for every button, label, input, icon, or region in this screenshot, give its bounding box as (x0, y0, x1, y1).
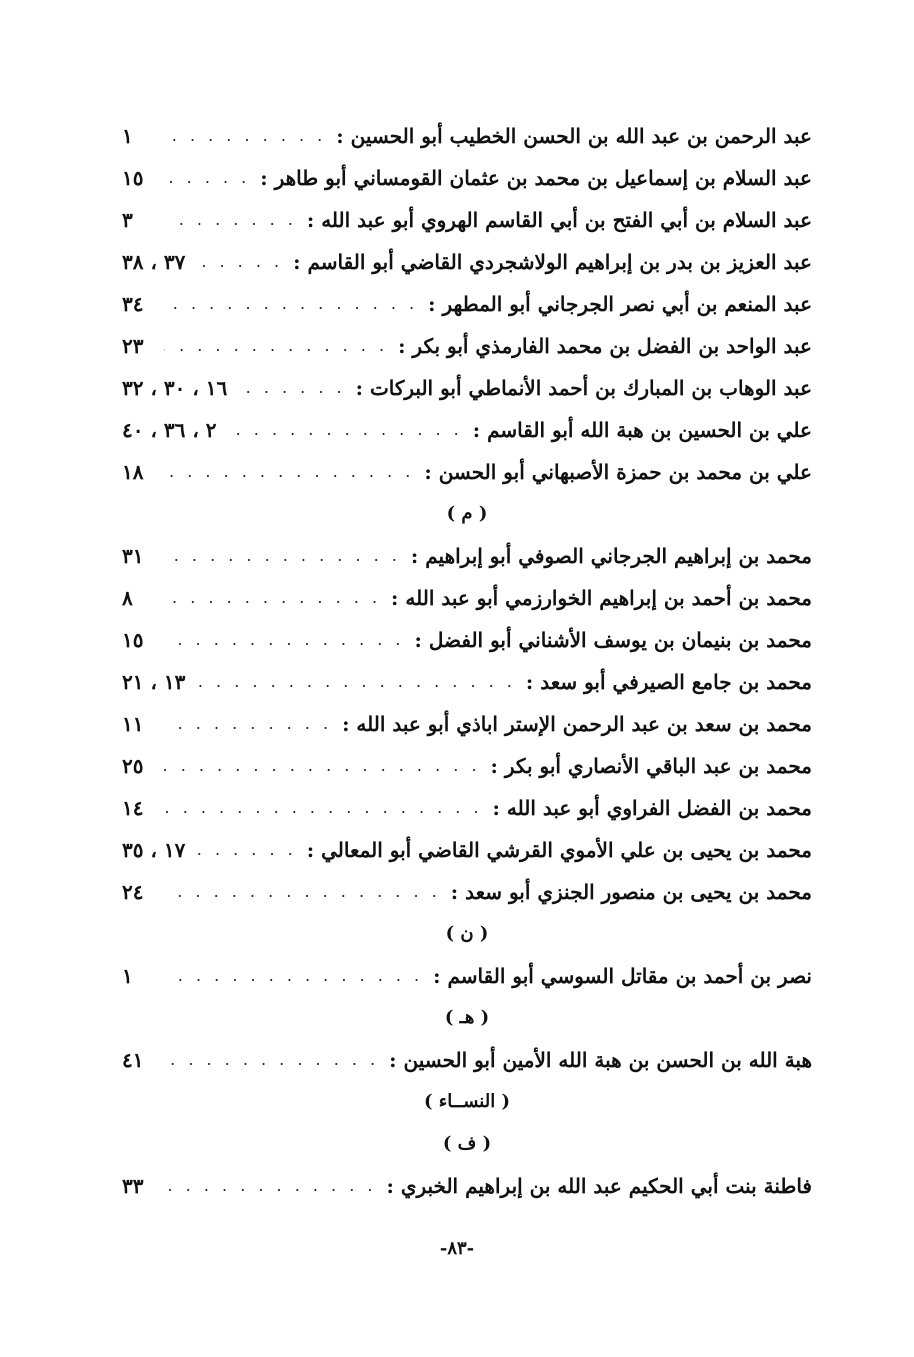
entry-pages: ١١ (122, 712, 144, 736)
index-entry (122, 367, 812, 409)
section-heading-fa: ( ف ) (442, 1133, 492, 1154)
entry-pages: ٣ (122, 208, 133, 232)
index-entry (122, 1039, 812, 1081)
entry-name: هبة الله بن الحسن بن هبة الله الأمين أبو الحسين : (389, 1048, 812, 1072)
leader-dots (164, 871, 441, 913)
entry-name: محمد بن يحيى بن علي الأموي القرشي القاضي أبو المعالي : (306, 838, 812, 862)
index-page (122, 115, 812, 1207)
entry-pages: ٢ ، ٣٦ ، ٤٠ (122, 418, 217, 442)
entry-name: محمد بن أحمد بن إبراهيم الخوارزمي أبو عبد الله : (391, 586, 812, 610)
index-entry (122, 577, 812, 619)
index-entry (122, 115, 812, 157)
section-heading-mim: ( م ) (446, 503, 488, 524)
leader-dots (164, 1039, 379, 1081)
leader-dots (164, 325, 388, 367)
leader-dots (164, 1165, 376, 1207)
index-entry (122, 409, 812, 451)
entry-name: محمد بن يحيى بن منصور الجنزي أبو سعد : (450, 880, 812, 904)
entry-pages: ٢٥ (122, 754, 144, 778)
leader-dots (164, 577, 381, 619)
leader-dots (164, 619, 405, 661)
leader-dots (197, 829, 296, 871)
section-heading-ha: ( هـ ) (444, 1007, 490, 1028)
index-entry (122, 787, 812, 829)
entry-name: عبد الرحمن بن عبد الله بن الحسن الخطيب أبو الحسين : (336, 124, 812, 148)
leader-dots (164, 157, 250, 199)
index-entry (122, 661, 812, 703)
index-entry (122, 325, 812, 367)
leader-dots (164, 745, 481, 787)
entry-pages: ٣٧ ، ٣٨ (122, 250, 186, 274)
entry-pages: ٣٤ (122, 292, 144, 316)
entry-name: محمد بن جامع الصيرفي أبو سعد : (525, 670, 812, 694)
entry-pages: ٤١ (122, 1048, 144, 1072)
entry-pages: ١ (122, 964, 133, 988)
entry-pages: ١٧ ، ٣٥ (122, 838, 186, 862)
entry-pages: ١٦ ، ٣٠ ، ٣٢ (122, 376, 228, 400)
entry-name: عبد المنعم بن أبي نصر الجرجاني أبو المطهر : (428, 292, 812, 316)
leader-dots (164, 703, 332, 745)
index-entry (122, 157, 812, 199)
entry-pages: ٣٣ (122, 1174, 144, 1198)
leader-dots (164, 535, 401, 577)
entry-name: عبد الوهاب بن المبارك بن أحمد الأنماطي أبو البركات : (355, 376, 812, 400)
section-heading-nun: ( ن ) (445, 923, 489, 944)
entry-pages: ١٣ ، ٢١ (122, 670, 186, 694)
leader-dots (229, 409, 463, 451)
index-entry (122, 955, 812, 997)
section-heading-women: ( النســاء ) (423, 1091, 511, 1112)
entry-name: محمد بن الفضل الفراوي أبو عبد الله : (492, 796, 812, 820)
index-entry (122, 703, 812, 745)
leader-dots (197, 241, 283, 283)
page-number: -٨٣- (439, 1238, 475, 1259)
index-entry (122, 829, 812, 871)
entry-name: محمد بن عبد الباقي الأنصاري أبو بكر : (490, 754, 812, 778)
leader-dots (164, 787, 483, 829)
entry-name: علي بن محمد بن حمزة الأصبهاني أبو الحسن : (424, 460, 812, 484)
leader-dots (164, 115, 326, 157)
entry-pages: ١٨ (122, 460, 144, 484)
entry-name: نصر بن أحمد بن مقاتل السوسي أبو القاسم : (433, 964, 812, 988)
index-entry (122, 451, 812, 493)
entry-pages: ١ (122, 124, 133, 148)
leader-dots (164, 283, 418, 325)
entry-name: محمد بن سعد بن عبد الرحمن الإستر اباذي أبو عبد الله : (342, 712, 812, 736)
index-entry (122, 199, 812, 241)
entry-pages: ١٤ (122, 796, 144, 820)
entry-pages: ١٥ (122, 628, 144, 652)
entry-pages: ٢٤ (122, 880, 144, 904)
entry-name: عبد السلام بن إسماعيل بن محمد بن عثمان القومساني أبو طاهر : (260, 166, 812, 190)
leader-dots (197, 661, 516, 703)
entry-name: محمد بن إبراهيم الجرجاني الصوفي أبو إبراهيم : (410, 544, 812, 568)
index-entry (122, 745, 812, 787)
leader-dots (164, 955, 423, 997)
index-entry (122, 871, 812, 913)
leader-dots (164, 451, 414, 493)
entry-pages: ٢٣ (122, 334, 144, 358)
index-entry (122, 619, 812, 661)
entry-pages: ٣١ (122, 544, 144, 568)
entry-pages: ١٥ (122, 166, 144, 190)
index-entry (122, 1165, 812, 1207)
entry-name: عبد السلام بن أبي الفتح بن أبي القاسم الهروي أبو عبد الله : (306, 208, 812, 232)
entry-name: فاطنة بنت أبي الحكيم عبد الله بن إبراهيم الخبري : (386, 1174, 812, 1198)
leader-dots (239, 367, 345, 409)
entry-pages: ٨ (122, 586, 133, 610)
entry-name: عبد الواحد بن الفضل بن محمد الفارمذي أبو بكر : (398, 334, 812, 358)
entry-name: علي بن الحسين بن هبة الله أبو القاسم : (472, 418, 812, 442)
index-entry (122, 241, 812, 283)
leader-dots (164, 199, 297, 241)
index-entry (122, 535, 812, 577)
entry-name: محمد بن بنيمان بن يوسف الأشناني أبو الفضل : (414, 628, 812, 652)
index-entry (122, 283, 812, 325)
entry-name: عبد العزيز بن بدر بن إبراهيم الولاشجردي القاضي أبو القاسم : (293, 250, 812, 274)
